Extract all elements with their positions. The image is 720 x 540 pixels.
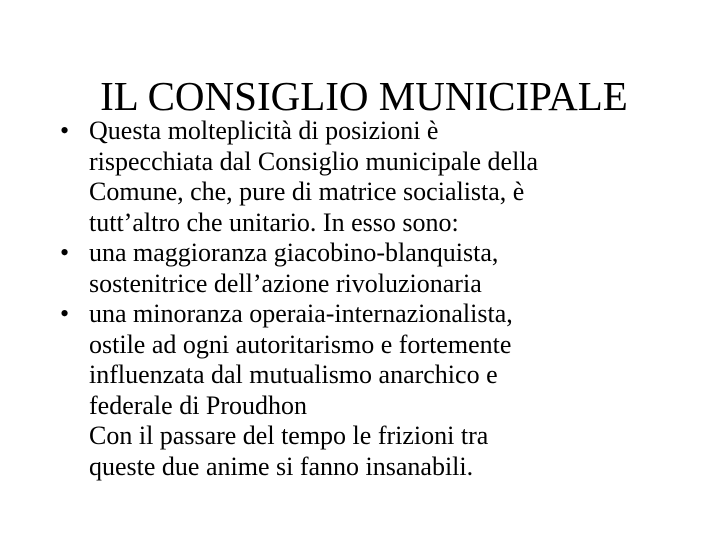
- bullet-icon: •: [60, 299, 70, 328]
- text-line: una minoranza operaia-internazionalista,: [89, 299, 513, 328]
- bullet-point: [60, 299, 660, 482]
- bullet-point: [60, 238, 660, 299]
- text-line: queste due anime si fanno insanabili.: [89, 451, 474, 481]
- text-line: Con il passare del tempo le frizioni tra: [89, 421, 489, 450]
- text-line: rispecchiata dal Consiglio municipale della: [89, 146, 539, 176]
- text-line: ostile ad ogni autoritarismo e fortemente: [89, 329, 512, 359]
- bullet-icon: •: [60, 238, 70, 267]
- text-line: una maggioranza giacobino-blanquista,: [89, 238, 499, 267]
- text-line: sostenitrice dell’azione rivoluzionaria: [89, 268, 482, 298]
- text-line: tutt’altro che unitario. In esso sono:: [89, 207, 459, 237]
- text-line: federale di Proudhon: [89, 390, 308, 420]
- text-line: Questa molteplicità di posizioni è: [89, 116, 439, 145]
- bullet-icon: •: [60, 116, 70, 145]
- bullet-point: [60, 116, 660, 238]
- text-line: influenzata dal mutualismo anarchico e: [89, 360, 498, 389]
- bullet-list: [60, 116, 660, 482]
- text-line: Comune, che, pure di matrice socialista, è: [89, 177, 525, 206]
- slide-title: IL CONSIGLIO MUNICIPALE: [100, 73, 628, 119]
